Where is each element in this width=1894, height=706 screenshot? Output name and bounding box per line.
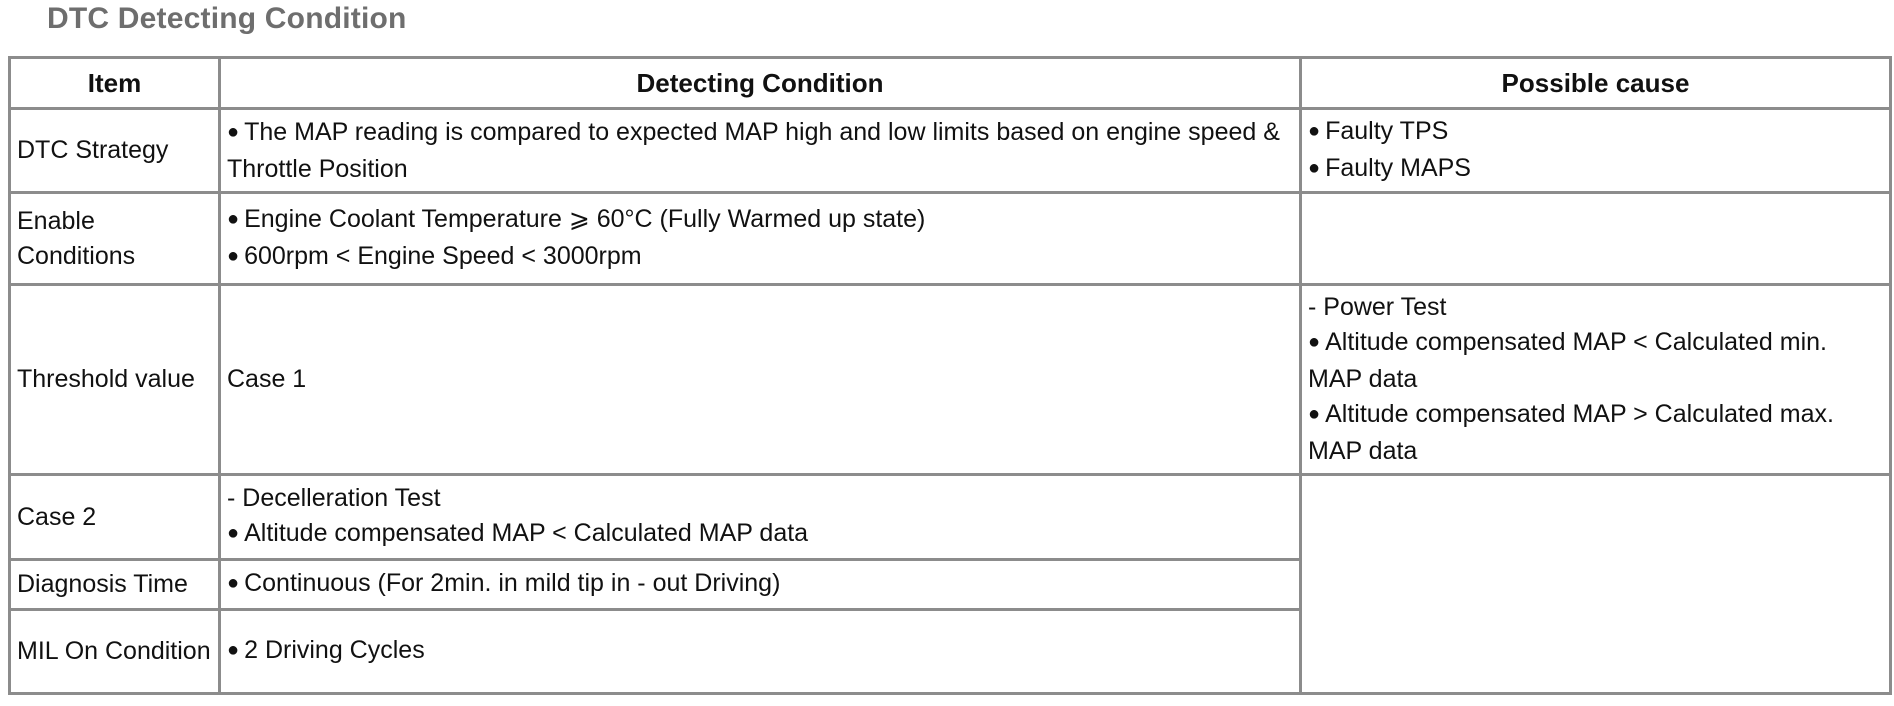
cause-line: ● Faulty MAPS	[1308, 153, 1471, 182]
condition-line: ● The MAP reading is compared to expected MAP high and low limits based on engine speed & Throttle Position	[227, 117, 1280, 183]
condition-enable-conditions	[220, 193, 1301, 285]
condition-line: ● Altitude compensated MAP < Calculated MAP data	[227, 519, 809, 547]
cause-empty-merged	[1301, 475, 1891, 694]
cause-dtc-strategy	[1301, 109, 1891, 193]
cause-line: ● Altitude compensated MAP < Calculated min. MAP data	[1308, 328, 1827, 393]
bullet-icon: ●	[227, 244, 240, 267]
condition-case2	[220, 475, 1301, 560]
condition-diagnosis-time	[220, 560, 1301, 610]
table-row-threshold-value	[10, 285, 1891, 475]
cause-line: ● Faulty TPS	[1308, 116, 1449, 145]
item-dtc-strategy: DTC Strategy	[10, 109, 220, 193]
bullet-icon: ●	[1308, 119, 1321, 142]
table-row-case2	[10, 475, 1891, 560]
cause-enable-conditions	[1301, 193, 1891, 285]
condition-line: ● 2 Driving Cycles	[227, 636, 425, 664]
bullet-icon: ●	[227, 120, 240, 143]
bullet-icon: ●	[227, 639, 240, 661]
bullet-icon: ●	[1308, 403, 1321, 425]
condition-threshold-case1: Case 1	[220, 285, 1301, 475]
header-item: Item	[10, 58, 220, 109]
bullet-icon: ●	[227, 522, 240, 544]
condition-line: ● 600rpm < Engine Speed < 3000rpm	[227, 241, 642, 270]
cause-threshold-value	[1301, 285, 1891, 475]
bullet-icon: ●	[227, 207, 240, 230]
item-threshold-value: Threshold value	[10, 285, 220, 475]
table-row-enable-conditions	[10, 193, 1891, 285]
item-mil-on: MIL On Condition	[10, 610, 220, 694]
bullet-icon: ●	[1308, 156, 1321, 179]
item-enable-conditions: Enable Conditions	[10, 193, 220, 285]
bullet-icon: ●	[1308, 331, 1321, 353]
condition-dtc-strategy	[220, 109, 1301, 193]
bullet-icon: ●	[227, 572, 240, 594]
page-title: DTC Detecting Condition	[47, 2, 407, 35]
item-diagnosis-time: Diagnosis Time	[10, 560, 220, 610]
cause-line: ● Altitude compensated MAP > Calculated max. MAP data	[1308, 400, 1834, 465]
item-case2: Case 2	[10, 475, 220, 560]
cause-heading: - Power Test	[1308, 293, 1447, 321]
condition-line: ● Continuous (For 2min. in mild tip in - out Driving)	[227, 569, 781, 597]
dtc-condition-table	[8, 56, 1892, 695]
condition-mil-on	[220, 610, 1301, 694]
header-detecting-condition: Detecting Condition	[220, 58, 1301, 109]
table-row-dtc-strategy	[10, 109, 1891, 193]
condition-line: ● Engine Coolant Temperature ⩾ 60°C (Fully Warmed up state)	[227, 204, 926, 233]
table-header-row	[10, 58, 1891, 109]
header-possible-cause: Possible cause	[1301, 58, 1891, 109]
condition-heading: - Decelleration Test	[227, 484, 441, 512]
